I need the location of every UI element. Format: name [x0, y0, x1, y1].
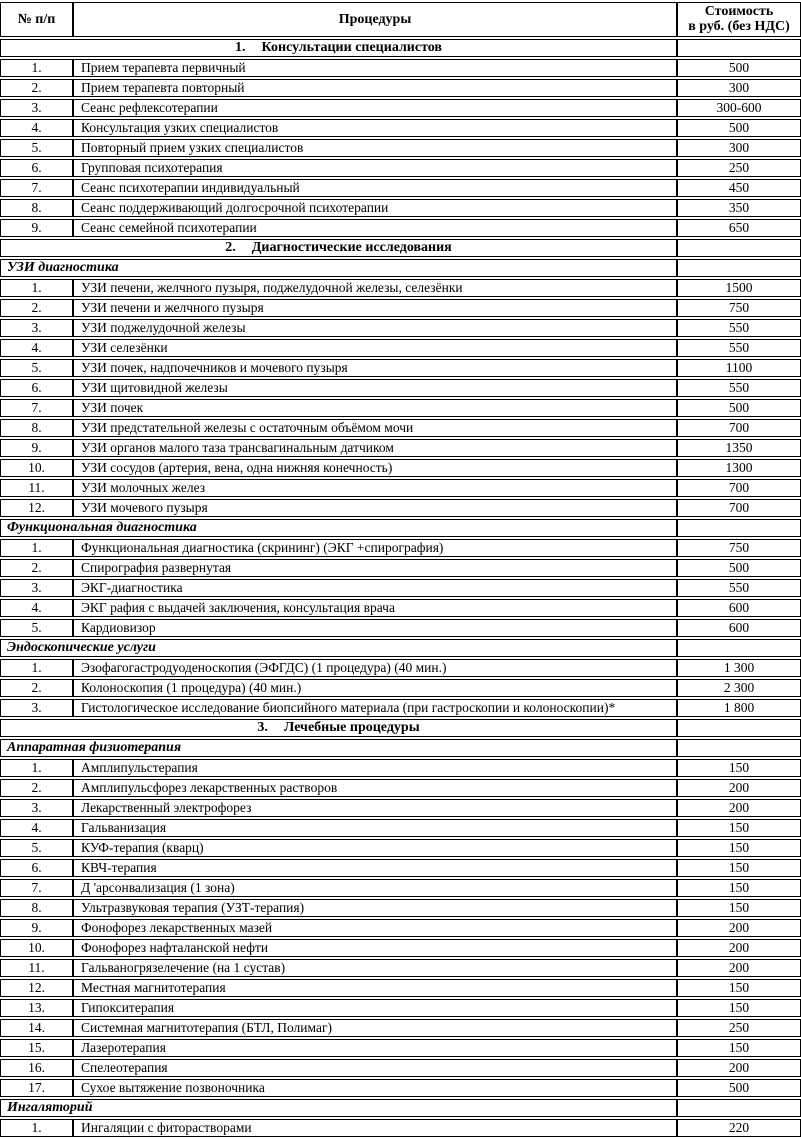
- price-cell: 250: [677, 1019, 801, 1037]
- procedure-name-cell: УЗИ селезёнки: [73, 339, 677, 357]
- row-number-cell: 6.: [0, 859, 73, 877]
- table-row: [0, 1039, 801, 1057]
- row-number-cell: 3.: [0, 319, 73, 337]
- row-number-cell: 2.: [0, 779, 73, 797]
- row-number-cell: 8.: [0, 899, 73, 917]
- table-row: [0, 359, 801, 377]
- price-cell: 700: [677, 419, 801, 437]
- procedure-name-cell: Сеанс семейной психотерапии: [73, 219, 677, 237]
- subsection-header-cell: Эндоскопические услуги: [0, 639, 677, 657]
- row-number-cell: 6.: [0, 159, 73, 177]
- procedure-name-cell: КВЧ-терапия: [73, 859, 677, 877]
- row-number-cell: 12.: [0, 979, 73, 997]
- price-cell: 150: [677, 899, 801, 917]
- row-number-cell: 4.: [0, 599, 73, 617]
- price-cell: 250: [677, 159, 801, 177]
- empty-price-cell: [677, 719, 801, 737]
- row-number-cell: 2.: [0, 559, 73, 577]
- procedure-name-cell: Групповая психотерапия: [73, 159, 677, 177]
- table-row: [0, 1059, 801, 1077]
- table-row: [0, 579, 801, 597]
- procedure-name-cell: Ультразвуковая терапия (УЗТ-терапия): [73, 899, 677, 917]
- price-cell: 150: [677, 839, 801, 857]
- row-number-cell: 15.: [0, 1039, 73, 1057]
- procedure-name-cell: УЗИ мочевого пузыря: [73, 499, 677, 517]
- table-row: [0, 999, 801, 1017]
- procedure-name-cell: Эзофагогастродуоденоскопия (ЭФГДС) (1 процедура) (40 мин.): [73, 659, 677, 677]
- procedure-name-cell: Сеанс рефлексотерапии: [73, 99, 677, 117]
- table-row: [0, 379, 801, 397]
- price-cell: 300: [677, 79, 801, 97]
- table-row: [0, 919, 801, 937]
- empty-price-cell: [677, 1099, 801, 1117]
- table-row: [0, 839, 801, 857]
- price-cell: 750: [677, 299, 801, 317]
- price-cell: 150: [677, 759, 801, 777]
- table-row: [0, 279, 801, 297]
- row-number-cell: 9.: [0, 439, 73, 457]
- row-number-cell: 1.: [0, 1119, 73, 1137]
- row-number-cell: 1.: [0, 539, 73, 557]
- price-cell: 150: [677, 999, 801, 1017]
- procedure-name-cell: Гипокситерапия: [73, 999, 677, 1017]
- subsection-header-row: [0, 519, 801, 537]
- subsection-header-row: [0, 739, 801, 757]
- table-row: [0, 859, 801, 877]
- procedure-name-cell: УЗИ предстательной железы с остаточным объёмом мочи: [73, 419, 677, 437]
- column-header-price-line1: Стоимость: [704, 4, 774, 19]
- table-row: [0, 1079, 801, 1097]
- column-header-procedures: Процедуры: [73, 2, 677, 37]
- price-cell: 700: [677, 479, 801, 497]
- table-row: [0, 699, 801, 717]
- table-row: [0, 339, 801, 357]
- row-number-cell: 5.: [0, 139, 73, 157]
- table-row: [0, 659, 801, 677]
- table-row: [0, 679, 801, 697]
- empty-price-cell: [677, 239, 801, 257]
- price-cell: 200: [677, 799, 801, 817]
- price-cell: 150: [677, 859, 801, 877]
- procedure-name-cell: Кардиовизор: [73, 619, 677, 637]
- price-cell: 200: [677, 779, 801, 797]
- procedure-name-cell: УЗИ поджелудочной железы: [73, 319, 677, 337]
- table-row: [0, 59, 801, 77]
- row-number-cell: 5.: [0, 839, 73, 857]
- table-row: [0, 79, 801, 97]
- price-cell: 650: [677, 219, 801, 237]
- row-number-cell: 2.: [0, 679, 73, 697]
- procedure-name-cell: Лекарственный электрофорез: [73, 799, 677, 817]
- column-header-price-line2: в руб. (без НДС): [688, 19, 790, 35]
- price-cell: 500: [677, 559, 801, 577]
- row-number-cell: 8.: [0, 419, 73, 437]
- section-header-cell: [0, 239, 677, 257]
- procedure-name-cell: УЗИ печени, желчного пузыря, поджелудочной железы, селезёнки: [73, 279, 677, 297]
- subsection-header-row: [0, 1099, 801, 1117]
- procedure-name-cell: Спелеотерапия: [73, 1059, 677, 1077]
- table-row: [0, 1019, 801, 1037]
- procedure-name-cell: Консультация узких специалистов: [73, 119, 677, 137]
- table-row: [0, 119, 801, 137]
- section-title: Лечебные процедуры: [283, 719, 420, 735]
- column-header-number: № п/п: [0, 2, 73, 37]
- procedure-name-cell: Прием терапевта повторный: [73, 79, 677, 97]
- section-header-cell: [0, 39, 677, 57]
- empty-price-cell: [677, 639, 801, 657]
- row-number-cell: 3.: [0, 99, 73, 117]
- procedure-name-cell: Фонофорез нафталанской нефти: [73, 939, 677, 957]
- section-number: 3.: [257, 719, 268, 735]
- table-row: [0, 899, 801, 917]
- empty-price-cell: [677, 259, 801, 277]
- procedure-name-cell: ЭКГ рафия с выдачей заключения, консультация врача: [73, 599, 677, 617]
- row-number-cell: 5.: [0, 619, 73, 637]
- subsection-header-row: [0, 639, 801, 657]
- table-header-row: [0, 2, 801, 37]
- row-number-cell: 2.: [0, 299, 73, 317]
- price-cell: 350: [677, 199, 801, 217]
- table-row: [0, 979, 801, 997]
- row-number-cell: 9.: [0, 219, 73, 237]
- row-number-cell: 2.: [0, 79, 73, 97]
- table-row: [0, 99, 801, 117]
- row-number-cell: 7.: [0, 879, 73, 897]
- section-number: 1.: [235, 39, 246, 55]
- row-number-cell: 7.: [0, 179, 73, 197]
- price-cell: 750: [677, 539, 801, 557]
- table-row: [0, 879, 801, 897]
- table-row: [0, 479, 801, 497]
- table-row: [0, 419, 801, 437]
- row-number-cell: 13.: [0, 999, 73, 1017]
- table-row: [0, 439, 801, 457]
- row-number-cell: 1.: [0, 759, 73, 777]
- price-cell: 1 300: [677, 659, 801, 677]
- row-number-cell: 5.: [0, 359, 73, 377]
- table-row: [0, 599, 801, 617]
- row-number-cell: 10.: [0, 459, 73, 477]
- procedure-name-cell: УЗИ печени и желчного пузыря: [73, 299, 677, 317]
- price-cell: 150: [677, 819, 801, 837]
- table-row: [0, 559, 801, 577]
- procedure-name-cell: УЗИ почек, надпочечников и мочевого пузыря: [73, 359, 677, 377]
- row-number-cell: 1.: [0, 659, 73, 677]
- column-header-price: [677, 2, 801, 37]
- price-cell: 300-600: [677, 99, 801, 117]
- price-cell: 550: [677, 319, 801, 337]
- row-number-cell: 3.: [0, 579, 73, 597]
- procedure-name-cell: Ингаляции с фиторастворами: [73, 1119, 677, 1137]
- procedure-name-cell: Сухое вытяжение позвоночника: [73, 1079, 677, 1097]
- price-cell: 450: [677, 179, 801, 197]
- procedure-name-cell: КУФ-терапия (кварц): [73, 839, 677, 857]
- section-title: Консультации специалистов: [261, 39, 442, 55]
- procedure-name-cell: Колоноскопия (1 процедура) (40 мин.): [73, 679, 677, 697]
- procedure-name-cell: Прием терапевта первичный: [73, 59, 677, 77]
- row-number-cell: 4.: [0, 819, 73, 837]
- procedure-name-cell: Амплипульсфорез лекарственных растворов: [73, 779, 677, 797]
- table-row: [0, 619, 801, 637]
- row-number-cell: 8.: [0, 199, 73, 217]
- section-header-row: [0, 719, 801, 737]
- empty-price-cell: [677, 39, 801, 57]
- table-row: [0, 779, 801, 797]
- procedure-name-cell: Гальванизация: [73, 819, 677, 837]
- row-number-cell: 3.: [0, 699, 73, 717]
- row-number-cell: 11.: [0, 479, 73, 497]
- procedure-name-cell: Повторный прием узких специалистов: [73, 139, 677, 157]
- price-cell: 200: [677, 919, 801, 937]
- row-number-cell: 17.: [0, 1079, 73, 1097]
- price-table-body: [0, 39, 801, 1137]
- procedure-name-cell: Сеанс поддерживающий долгосрочной психотерапии: [73, 199, 677, 217]
- row-number-cell: 10.: [0, 939, 73, 957]
- procedure-name-cell: УЗИ щитовидной железы: [73, 379, 677, 397]
- row-number-cell: 6.: [0, 379, 73, 397]
- procedure-name-cell: Д 'арсонвализация (1 зона): [73, 879, 677, 897]
- procedure-name-cell: Лазеротерапия: [73, 1039, 677, 1057]
- row-number-cell: 4.: [0, 119, 73, 137]
- subsection-header-row: [0, 259, 801, 277]
- price-cell: 550: [677, 379, 801, 397]
- section-header-row: [0, 239, 801, 257]
- row-number-cell: 14.: [0, 1019, 73, 1037]
- price-cell: 500: [677, 59, 801, 77]
- row-number-cell: 16.: [0, 1059, 73, 1077]
- table-row: [0, 799, 801, 817]
- subsection-header-cell: Ингаляторий: [0, 1099, 677, 1117]
- table-row: [0, 939, 801, 957]
- price-cell: 300: [677, 139, 801, 157]
- price-cell: 1300: [677, 459, 801, 477]
- procedure-name-cell: Гальваногрязелечение (на 1 сустав): [73, 959, 677, 977]
- empty-price-cell: [677, 519, 801, 537]
- price-cell: 1100: [677, 359, 801, 377]
- subsection-header-cell: Функциональная диагностика: [0, 519, 677, 537]
- procedure-name-cell: УЗИ органов малого таза трансвагинальным датчиком: [73, 439, 677, 457]
- procedure-name-cell: Системная магнитотерапия (БТЛ, Полимаг): [73, 1019, 677, 1037]
- row-number-cell: 1.: [0, 279, 73, 297]
- table-row: [0, 1119, 801, 1137]
- table-row: [0, 159, 801, 177]
- price-cell: 200: [677, 939, 801, 957]
- price-cell: 2 300: [677, 679, 801, 697]
- table-row: [0, 199, 801, 217]
- section-number: 2.: [225, 239, 236, 255]
- row-number-cell: 7.: [0, 399, 73, 417]
- row-number-cell: 12.: [0, 499, 73, 517]
- table-row: [0, 459, 801, 477]
- price-cell: 600: [677, 599, 801, 617]
- section-header-cell: [0, 719, 677, 737]
- subsection-header-cell: УЗИ диагностика: [0, 259, 677, 277]
- table-row: [0, 499, 801, 517]
- price-cell: 500: [677, 1079, 801, 1097]
- table-row: [0, 219, 801, 237]
- procedure-name-cell: ЭКГ-диагностика: [73, 579, 677, 597]
- table-row: [0, 539, 801, 557]
- price-cell: 500: [677, 399, 801, 417]
- price-cell: 600: [677, 619, 801, 637]
- table-row: [0, 399, 801, 417]
- procedure-name-cell: УЗИ молочных желез: [73, 479, 677, 497]
- procedure-name-cell: Спирография развернутая: [73, 559, 677, 577]
- row-number-cell: 3.: [0, 799, 73, 817]
- row-number-cell: 4.: [0, 339, 73, 357]
- procedure-name-cell: Сеанс психотерапии индивидуальный: [73, 179, 677, 197]
- section-header-row: [0, 39, 801, 57]
- price-cell: 150: [677, 979, 801, 997]
- procedure-name-cell: Фонофорез лекарственных мазей: [73, 919, 677, 937]
- price-cell: 550: [677, 339, 801, 357]
- price-cell: 150: [677, 879, 801, 897]
- subsection-header-cell: Аппаратная физиотерапия: [0, 739, 677, 757]
- row-number-cell: 11.: [0, 959, 73, 977]
- price-cell: 1500: [677, 279, 801, 297]
- table-row: [0, 179, 801, 197]
- procedure-name-cell: Местная магнитотерапия: [73, 979, 677, 997]
- price-cell: 500: [677, 119, 801, 137]
- procedure-name-cell: УЗИ сосудов (артерия, вена, одна нижняя конечность): [73, 459, 677, 477]
- price-cell: 1 800: [677, 699, 801, 717]
- procedure-name-cell: УЗИ почек: [73, 399, 677, 417]
- price-cell: 220: [677, 1119, 801, 1137]
- table-row: [0, 139, 801, 157]
- row-number-cell: 1.: [0, 59, 73, 77]
- empty-price-cell: [677, 739, 801, 757]
- price-cell: 200: [677, 1059, 801, 1077]
- procedure-name-cell: Амплипульстерапия: [73, 759, 677, 777]
- price-cell: 150: [677, 1039, 801, 1057]
- table-row: [0, 819, 801, 837]
- price-cell: 1350: [677, 439, 801, 457]
- price-cell: 700: [677, 499, 801, 517]
- section-title: Диагностические исследования: [251, 239, 452, 255]
- procedure-name-cell: Функциональная диагностика (скрининг) (ЭКГ +спирография): [73, 539, 677, 557]
- procedure-name-cell: Гистологическое исследование биопсийного материала (при гастроскопии и колоноскопии)*: [73, 699, 677, 717]
- table-row: [0, 299, 801, 317]
- row-number-cell: 9.: [0, 919, 73, 937]
- table-row: [0, 959, 801, 977]
- table-row: [0, 759, 801, 777]
- price-cell: 200: [677, 959, 801, 977]
- table-row: [0, 319, 801, 337]
- price-cell: 550: [677, 579, 801, 597]
